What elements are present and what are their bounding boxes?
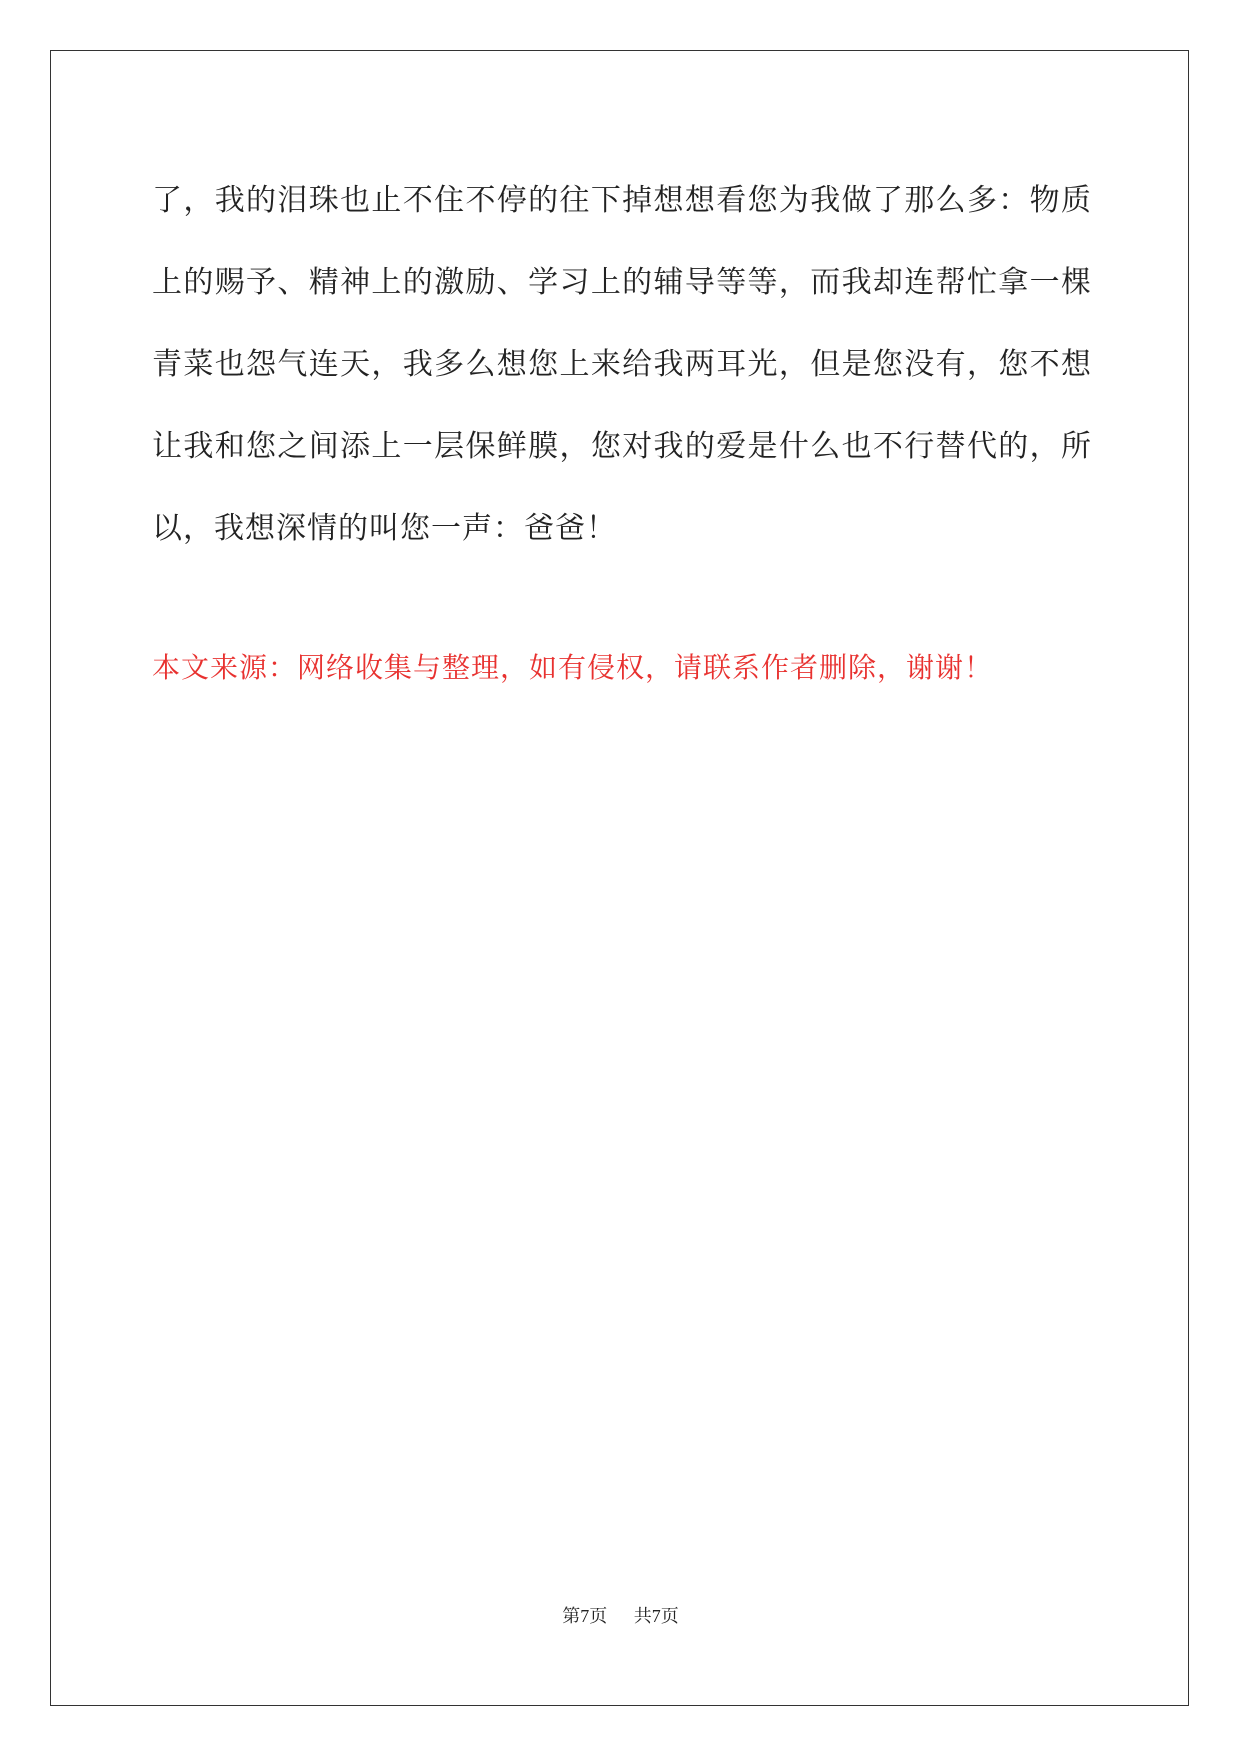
- body-paragraph: 了，我的泪珠也止不住不停的往下掉想想看您为我做了那么多：物质上的赐予、精神上的激励、学习上的辅导等等，而我却连帮忙拿一棵青菜也怨气连天，我多么想您上来给我两耳光，但是您没有，您不想让我和您之间添上一层保鲜膜，您对我的爱是什么也不行替代的，所以，我想深情的叫您一声：爸爸！: [152, 183, 1092, 546]
- source-note: 本文来源：网络收集与整理，如有侵权，请联系作者删除，谢谢！: [152, 651, 994, 684]
- total-pages-label: 共7页: [633, 1606, 679, 1626]
- current-page-label: 第7页: [562, 1606, 608, 1626]
- page-footer: [0, 1602, 1241, 1628]
